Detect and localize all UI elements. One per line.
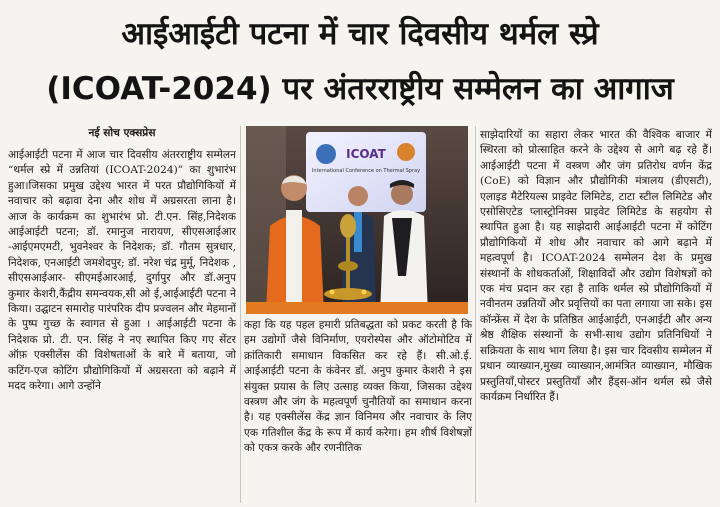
- column-divider-1: [240, 126, 241, 503]
- headline: [0, 0, 720, 118]
- headline-line-1: आईआईटी पटना में चार दिवसीय थर्मल स्प्रे: [121, 16, 599, 52]
- article-column-2: कहा कि यह पहल हमारी प्रतिबद्धता को प्रकट करती है कि हम उद्योगों जैसे विनिर्माण, एयरोस्पेस और ऑटोमोटिव में क्रांतिकारी समाधान विकसित कर रहे हैं। सी.ओ.ई. आईआईटी पटना के कंवेनर डॉ. अनुप कुमार केशरी ने इस संयुक्त प्रयास के लिए उत्साह व्यक्त किया, जिसका उद्देश्य वस्त्रण और जंग के महत्वपूर्ण चुनौतियों का समाधान करना है। यह एक्सीलेंस केंद्र ज्ञान विनिमय और नवाचार के लिए एक गतिशील केंद्र के रूप में कार्य करेगा। हम शीर्ष विशेषज्ञों को एकत्र करके और रणनीतिक: [244, 319, 472, 455]
- banner-title: ICOAT: [346, 147, 386, 161]
- event-photo: [246, 126, 468, 314]
- article-column-1: आईआईटी पटना में आज चार दिवसीय अंतरराष्ट्रीय सम्मेलन “थर्मल स्प्रे में उन्नतियां (ICOAT-2024)” का शुभारंभ हुआ।जिसका प्रमुख उद्देश्य भारत में परत प्रौद्योगिकियों में नवाचार को बढ़ावा देना और शोध में अग्रसरता लाना है। आज के कार्यक्रम का शुभारंभ प्रो. टी.एन. सिंह,निदेशक आईआईटी पटना; डॉ. रमानुज नारायण, सीएसआईआर -आईएमएमटी, भुवनेश्वर के निदेशक; डॉ. गौतम सुत्रधार, निदेशक, एनआईटी जमशेदपुर; डॉ. नरेश चंद्र मुर्मू, निदेशक , सीएसआईआर- सीएमईआरआई, दुर्गापुर और डॉ.अनुप कुमार केशरी,कैंद्रीय समन्वयक,सी ओ ई,आईआईटी पटना ने किया। उद्घाटन समारोह पारंपरिक दीप प्रज्वलन और मेहमानों के पुष्प गुच्छ के स्वागत से हुआ । आईआईटी पटना के निदेशक प्रो. टी. एन. सिंह ने नए स्थापित किए गए सेंटर ऑफ़ एक्सीलेंस की विशेषताओं के बारे में बताया, जो कटिंग-एज कोटिंग प्रौद्योगिकियों में अग्रसरता को बढ़ाने में मदद करेगा। आगे उन्होंने: [8, 149, 236, 393]
- byline: नई सोच एक्सप्रेस: [88, 127, 156, 139]
- headline-line-2: (ICOAT-2024) पर अंतरराष्ट्रीय सम्मेलन का आगाज: [46, 71, 674, 107]
- banner-subtitle: International Conference on Thermal Spray: [311, 168, 421, 174]
- column-divider-2: [475, 126, 476, 503]
- article-column-3: साझेदारियों का सहारा लेकर भारत की वैश्विक बाजार में स्थिरता को प्रोत्साहित करने के उद्देश्य से आगे बढ़ रहे हैं। आईआईटी पटना में वस्त्रण और जंग प्रतिरोध वर्णन केंद्र (CoE) को विज्ञान और प्रौद्योगिकी मंत्रालय (डीएसटी), एलाइड मैटेरियल्स प्राइवेट लिमिटेड, टाटा स्टील लिमिटेड और एसोसिएटेड प्लास्ट्रोनिक्स प्राइवेट लिमिटेड के सहयोग से स्थापित हुआ है। यह साझेदारी आईआईटी पटना में कोटिंग प्रौद्योगिकियों में शोध और नवाचार को आगे बढ़ाने में महत्वपूर्ण है। ICOAT-2024 सम्मेलन देश के प्रमुख संस्थानों के शोधकर्ताओं, शिक्षाविदों और उद्योग विशेषज्ञों को एक मंच प्रदान कर रहा है ताकि थर्मल स्प्रे प्रौद्योगिकियों में नवीनतम उन्नतियों और प्रवृत्तियों का पता लगाया जा सके। इस कॉन्फ्रेंस में देश के प्रतिष्ठित आईआईटी, एनआईटी और अन्य श्रेष्ठ शैक्षिक संस्थानों के सभी-साथ उद्योग प्रतिनिधियों ने सक्रियता के साथ भाग लिया है। इस चार दिवसीय सम्मेलन में प्रधान व्याख्यान,मुख्य व्याख्यान,आमंत्रित व्याख्यान, मौखिक प्रस्तुतियाँ,पोस्टर प्रस्तुतियाँ और हैंड्स-ऑन थर्मल स्प्रे जैसे कार्यक्रम निर्धारित हैं।: [480, 129, 712, 403]
